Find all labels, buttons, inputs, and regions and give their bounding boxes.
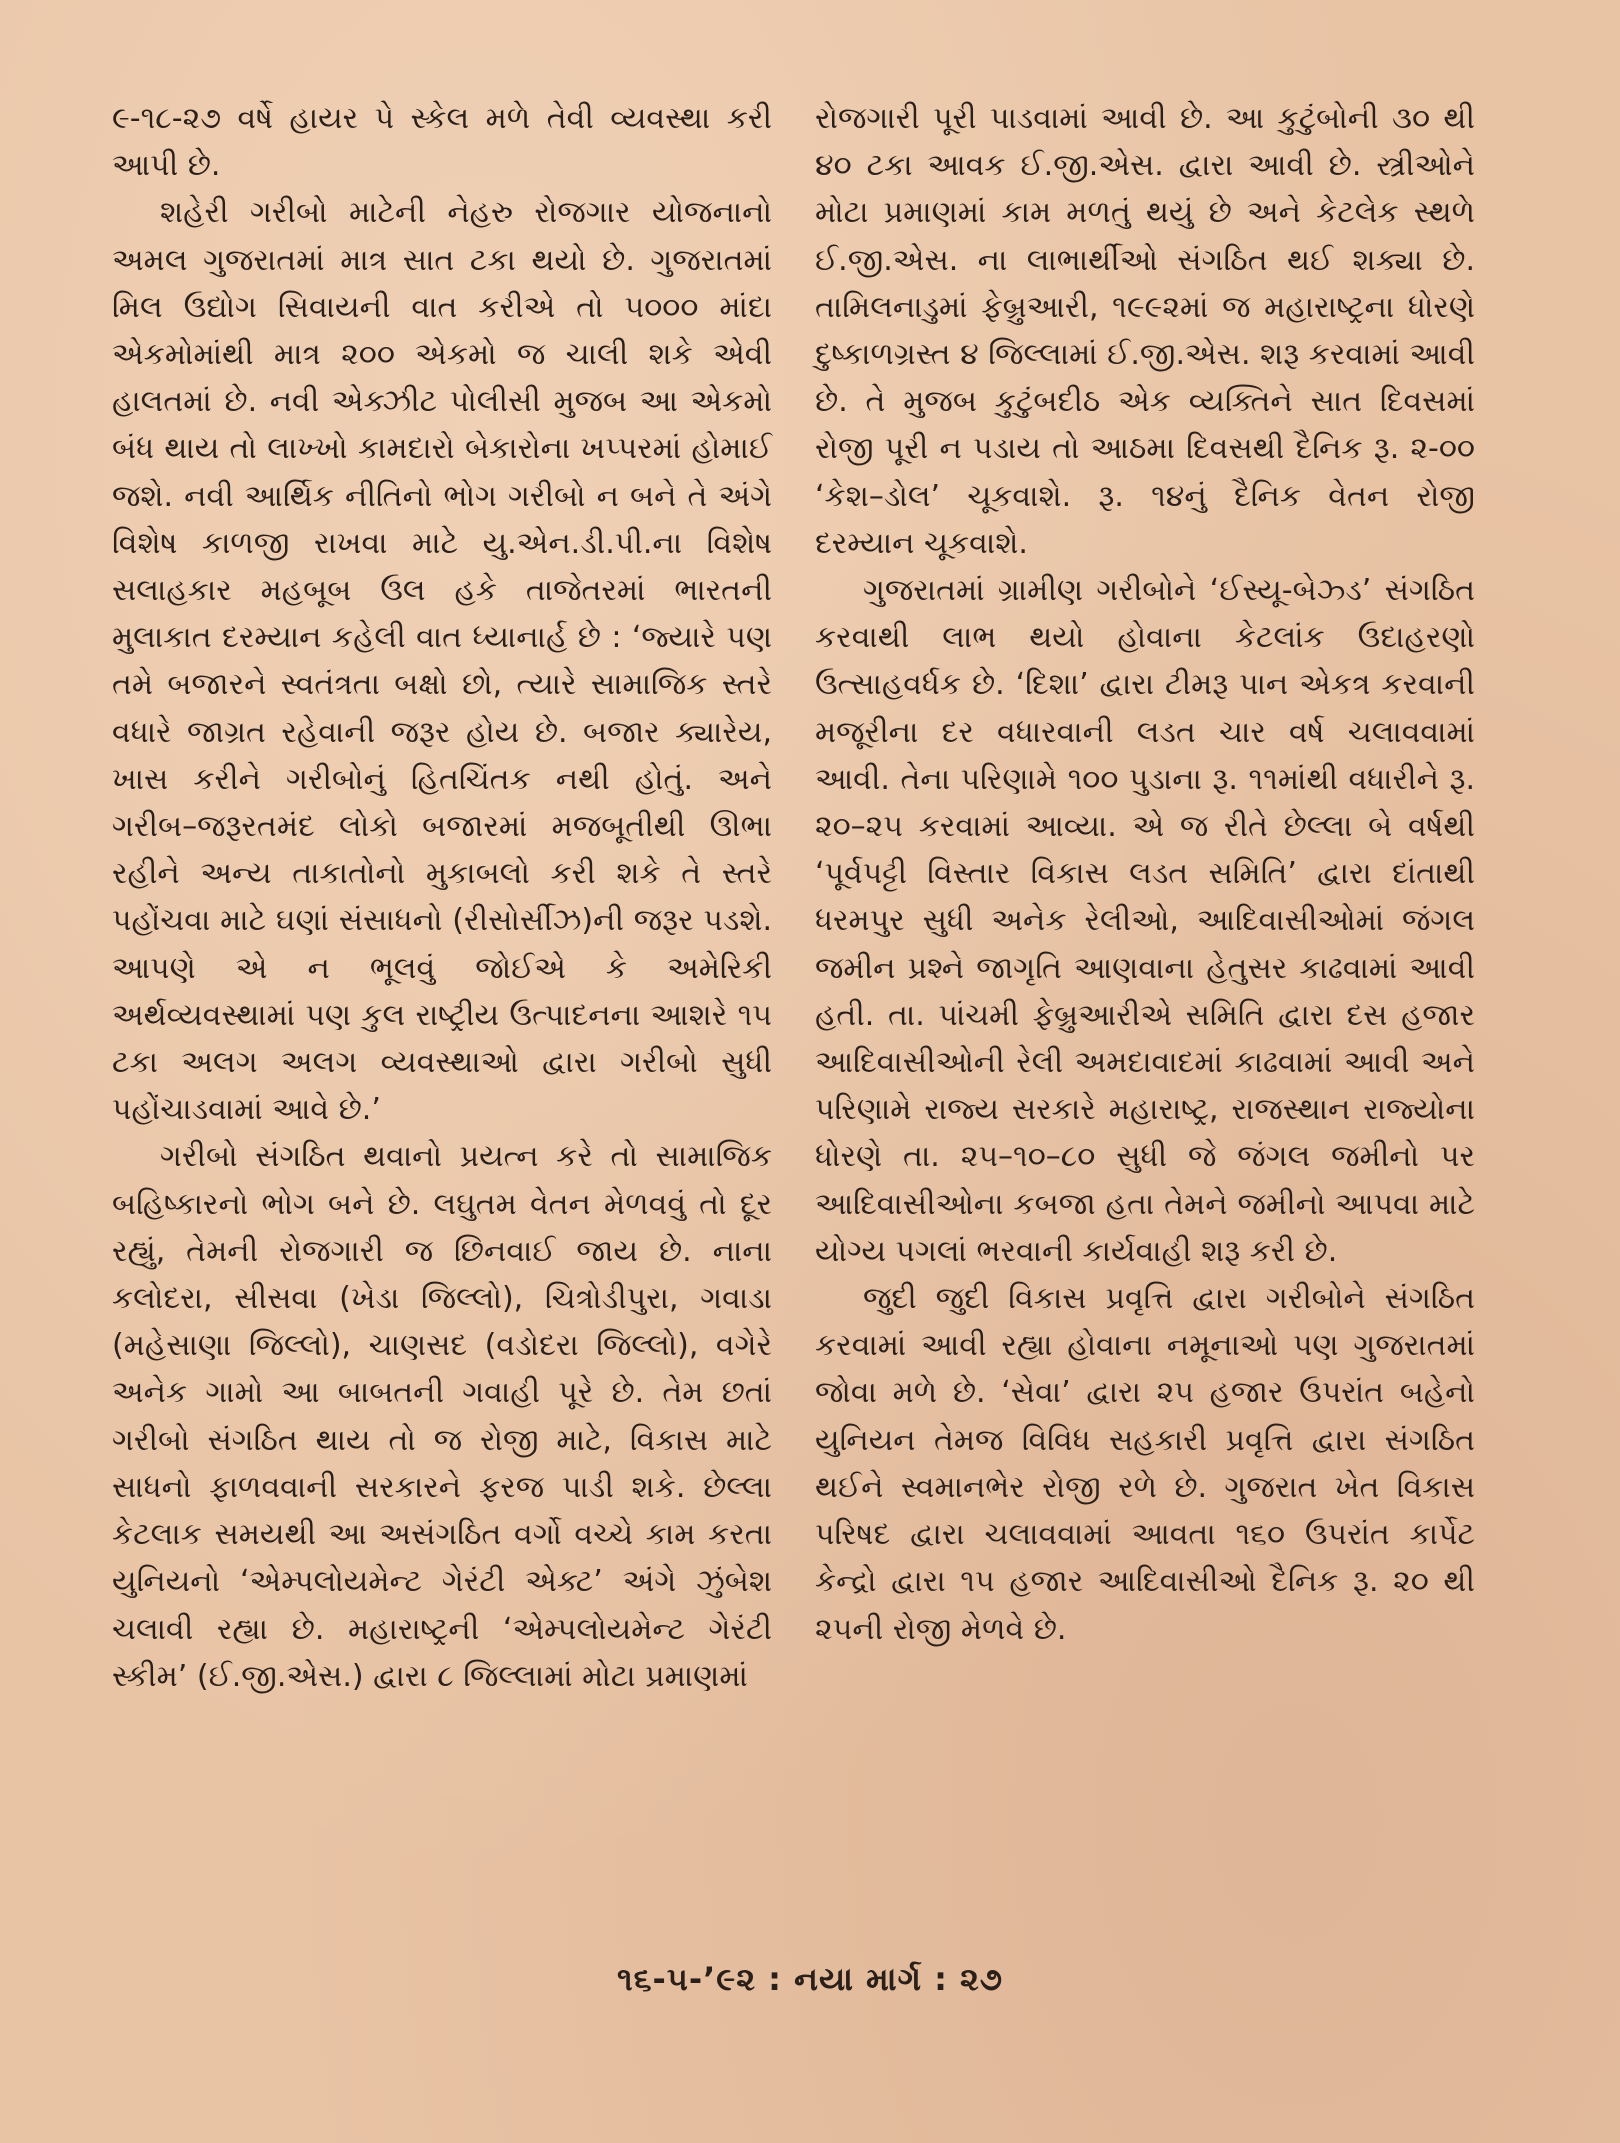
right-column (815, 95, 1475, 1653)
paragraph: શહેરી ગરીબો માટેની નેહરુ રોજગાર યોજનાનો અમલ ગુજરાતમાં માત્ર સાત ટકા થયો છે. ગુજરાતમાં મિલ ઉદ્યોગ સિવાયની વાત કરીએ તો ૫૦૦૦ માંદા એકમોમાંથી માત્ર ૨૦૦ એકમો જ ચાલી શકે એવી હાલતમાં છે. નવી એક્ઝીટ પોલીસી મુજબ આ એકમો બંધ થાય તો લાખ્ખો કામદારો બેકારોના ખપ્પરમાં હોમાઈ જશે. નવી આર્થિક નીતિનો ભોગ ગરીબો ન બને તે અંગે વિશેષ કાળજી રાખવા માટે યુ.એન.ડી.પી.ના વિશેષ સલાહકાર મહબૂબ ઉલ હકે તાજેતરમાં ભારતની મુલાકાત દરમ્યાન કહેલી વાત ધ્યાનાર્હ છે : ‘જ્યારે પણ તમે બજારને સ્વતંત્રતા બક્ષો છો, ત્યારે સામાજિક સ્તરે વધારે જાગ્રત રહેવાની જરૂર હોય છે. બજાર ક્યારેય, ખાસ કરીને ગરીબોનું હિતચિંતક નથી હોતું. અને ગરીબ–જરૂરતમંદ લોકો બજારમાં મજબૂતીથી ઊભા રહીને અન્ય તાકાતોનો મુકાબલો કરી શકે તે સ્તરે પહોંચવા માટે ઘણાં સંસાધનો (રીસોર્સીઝ)ની જરૂર પડશે. આપણે એ ન ભૂલવું જોઈએ કે અમેરિકી અર્થવ્યવસ્થામાં પણ કુલ રાષ્ટ્રીય ઉત્પાદનના આશરે ૧૫ ટકા અલગ અલગ વ્યવસ્થાઓ દ્વારા ગરીબો સુધી પહોંચાડવામાં આવે છે.’ (112, 195, 772, 1128)
page-footer: ૧૬-૫-’૯૨ : નયા માર્ગ : ૨૭ (616, 1960, 1004, 1998)
paragraph: ગુજરાતમાં ગ્રામીણ ગરીબોને ‘ઈસ્યૂ-બેઝ્ડ’ સંગઠિત કરવાથી લાભ થયો હોવાના કેટલાંક ઉદાહરણો ઉત્સાહવર્ધક છે. ‘દિશા’ દ્વારા ટીમરૂ પાન એકત્ર કરવાની મજૂરીના દર વધારવાની લડત ચાર વર્ષ ચલાવવામાં આવી. તેના પરિણામે ૧૦૦ પુડાના રૂ. ૧૧માંથી વધારીને રૂ. ૨૦–૨૫ કરવામાં આવ્યા. એ જ રીતે છેલ્લા બે વર્ષથી ‘પૂર્વપટ્ટી વિસ્તાર વિકાસ લડત સમિતિ’ દ્વારા દાંતાથી ધરમપુર સુધી અનેક રેલીઓ, આદિવાસીઓમાં જંગલ જમીન પ્રશ્ને જાગૃતિ આણવાના હેતુસર કાઢવામાં આવી હતી. તા. પાંચમી ફેબ્રુઆરીએ સમિતિ દ્વારા દસ હજાર આદિવાસીઓની રેલી અમદાવાદમાં કાઢવામાં આવી અને પરિણામે રાજ્ય સરકારે મહારાષ્ટ્ર, રાજસ્થાન રાજ્યોના ધોરણે તા. ૨૫–૧૦–૮૦ સુધી જે જંગલ જમીનો પર આદિવાસીઓના કબજા હતા તેમને જમીનો આપવા માટે યોગ્ય પગલાં ભરવાની કાર્યવાહી શરૂ કરી છે. (815, 573, 1475, 1269)
paragraph: ગરીબો સંગઠિત થવાનો પ્રયત્ન કરે તો સામાજિક બહિષ્કારનો ભોગ બને છે. લઘુતમ વેતન મેળવવું તો દૂર રહ્યું, તેમની રોજગારી જ છિનવાઈ જાય છે. નાના કલોદરા, સીસવા (ખેડા જિલ્લો), ચિત્રોડીપુરા, ગવાડા (મહેસાણા જિલ્લો), ચાણસદ (વડોદરા જિલ્લો), વગેરે અનેક ગામો આ બાબતની ગવાહી પૂરે છે. તેમ છતાં ગરીબો સંગઠિત થાય તો જ રોજી માટે, વિકાસ માટે સાધનો ફાળવવાની સરકારને ફરજ પાડી શકે. છેલ્લા કેટલાક સમયથી આ અસંગઠિત વર્ગો વચ્ચે કામ કરતા યુનિયનો ‘એમ્પલોયમેન્ટ ગેરંટી એક્ટ’ અંગે ઝુંબેશ ચલાવી રહ્યા છે. મહારાષ્ટ્રની ‘એમ્પલોયમેન્ટ ગેરંટી સ્કીમ’ (ઈ.જી.એસ.) દ્વારા ૮ જિલ્લામાં મોટા પ્રમાણમાં (112, 1139, 772, 1694)
paragraph: ૯-૧૮-૨૭ વર્ષે હાયર પે સ્કેલ મળે તેવી વ્યવસ્થા કરી આપી છે. (112, 101, 772, 184)
left-column (112, 95, 772, 1700)
paragraph: રોજગારી પૂરી પાડવામાં આવી છે. આ કુટુંબોની ૩૦ થી ૪૦ ટકા આવક ઈ.જી.એસ. દ્વારા આવી છે. સ્ત્રીઓને મોટા પ્રમાણમાં કામ મળતું થયું છે અને કેટલેક સ્થળે ઈ.જી.એસ. ના લાભાર્થીઓ સંગઠિત થઈ શક્યા છે. તામિલનાડુમાં ફેબ્રુઆરી, ૧૯૯૨માં જ મહારાષ્ટ્રના ધોરણે દુષ્કાળગ્રસ્ત ૪ જિલ્લામાં ઈ.જી.એસ. શરૂ કરવામાં આવી છે. તે મુજબ કુટુંબદીઠ એક વ્યક્તિને સાત દિવસમાં રોજી પૂરી ન પડાય તો આઠમા દિવસથી દૈનિક રૂ. ૨-૦૦ ‘કેશ–ડોલ’ ચૂકવાશે. રૂ. ૧૪નું દૈનિક વેતન રોજી દરમ્યાન ચૂકવાશે. (815, 101, 1475, 561)
paragraph: જુદી જુદી વિકાસ પ્રવૃત્તિ દ્વારા ગરીબોને સંગઠિત કરવામાં આવી રહ્યા હોવાના નમૂનાઓ પણ ગુજરાતમાં જોવા મળે છે. ‘સેવા’ દ્વારા ૨૫ હજાર ઉપરાંત બહેનો યુનિયન તેમજ વિવિધ સહકારી પ્રવૃત્તિ દ્વારા સંગઠિત થઈને સ્વમાનભેર રોજી રળે છે. ગુજરાત ખેત વિકાસ પરિષદ દ્વારા ચલાવવામાં આવતા ૧૬૦ ઉપરાંત કાર્પેટ કેન્દ્રો દ્વારા ૧૫ હજાર આદિવાસીઓ દૈનિક રૂ. ૨૦ થી ૨૫ની રોજી મેળવે છે. (815, 1281, 1475, 1647)
